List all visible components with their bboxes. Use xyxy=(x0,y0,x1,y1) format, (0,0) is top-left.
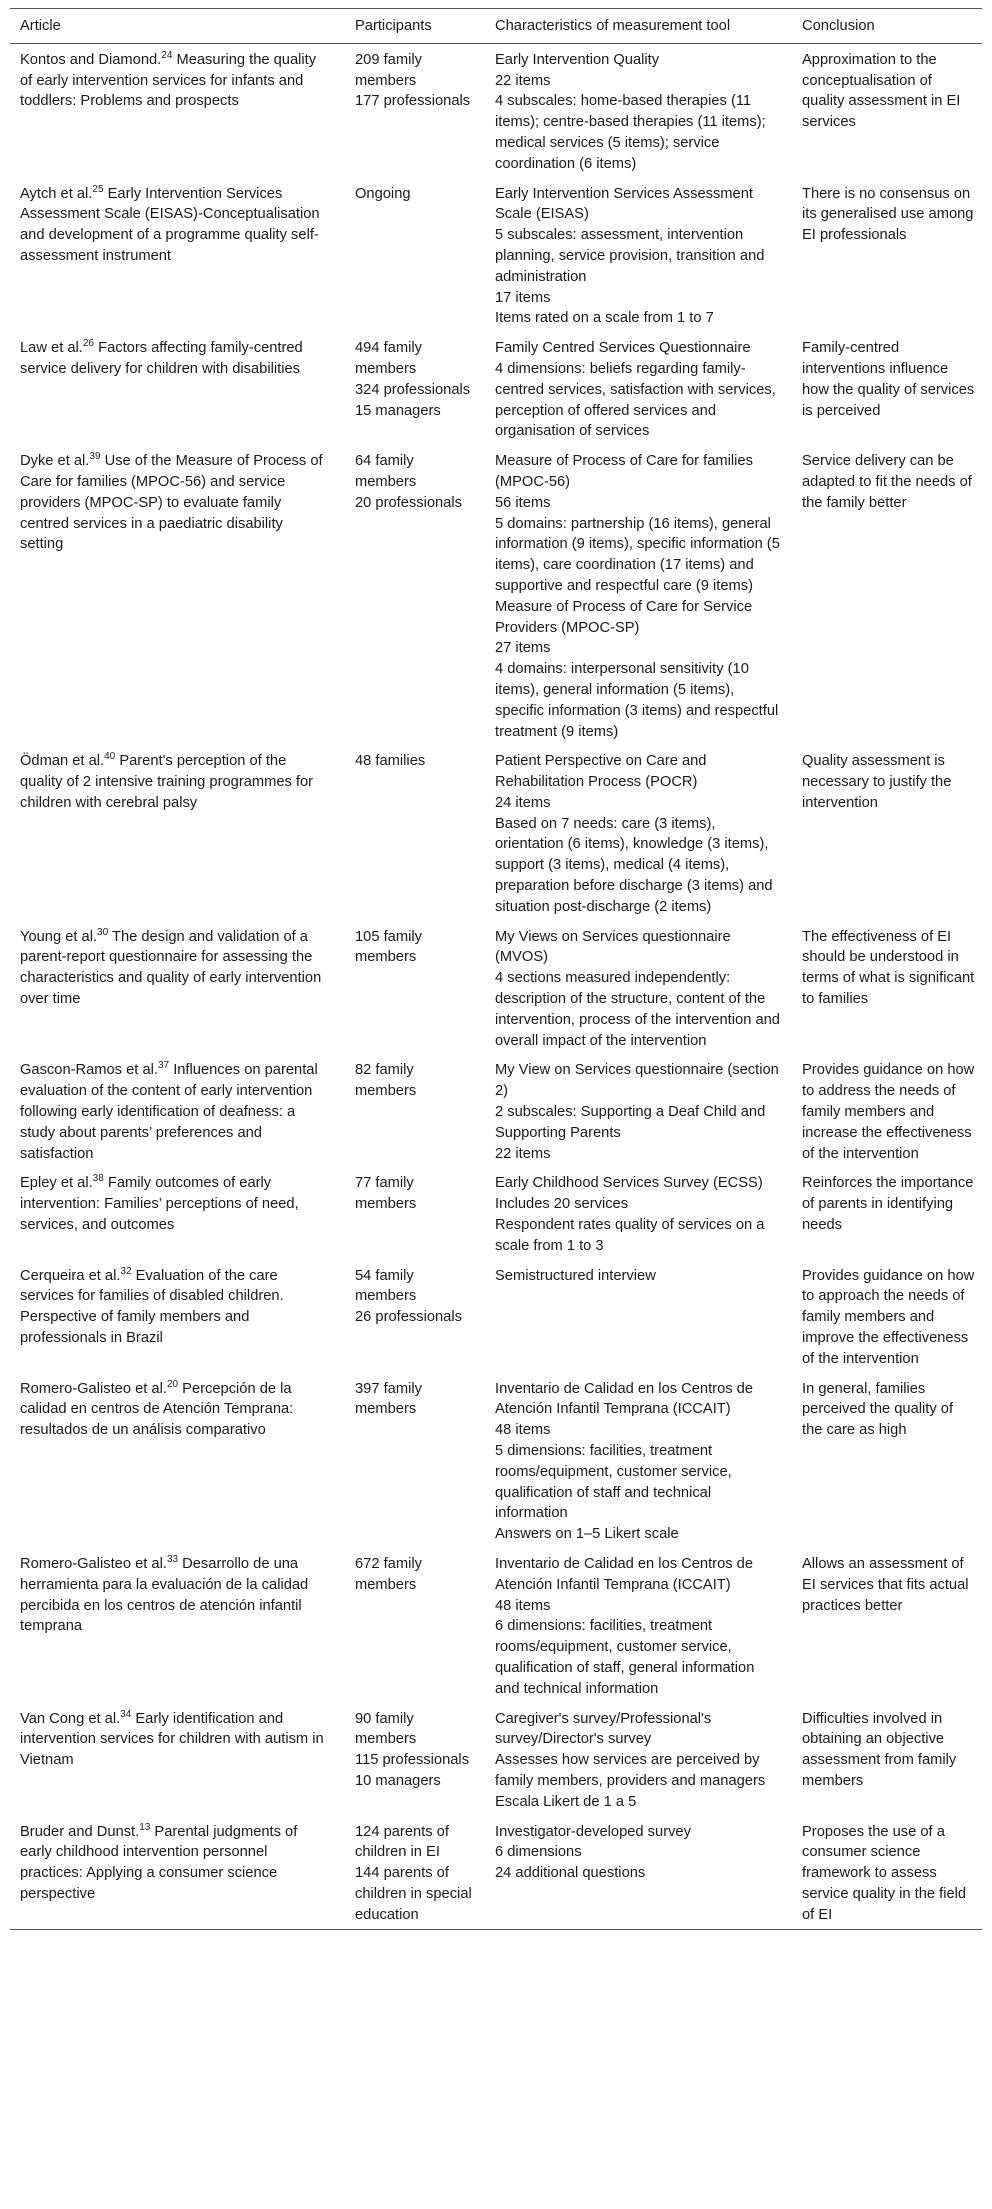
tool-line: 24 items xyxy=(495,794,551,811)
tool-cell xyxy=(485,1167,792,1259)
article-author: Gascon-Ramos et al. xyxy=(20,1062,158,1079)
participants-cell xyxy=(345,1054,485,1167)
tool-line: Includes 20 services xyxy=(495,1196,629,1213)
tool-line: Early Intervention Quality xyxy=(495,51,660,68)
participants-line: 26 professionals xyxy=(355,1309,462,1326)
tool-line: 27 items xyxy=(495,640,551,657)
table-row xyxy=(10,332,982,445)
tool-cell xyxy=(485,1548,792,1703)
participants-cell xyxy=(345,332,485,445)
tool-cell xyxy=(485,1816,792,1929)
article-author: Bruder and Dunst. xyxy=(20,1823,140,1840)
conclusion-text: Proposes the use of a consumer science framework to assess service quality in the field of EI xyxy=(802,1823,967,1923)
tool-line: 17 items xyxy=(495,289,551,306)
conclusion-text: Difficulties involved in obtaining an objective assessment from family members xyxy=(802,1710,957,1789)
article-reference: 32 xyxy=(120,1265,132,1277)
article-author: Van Cong et al. xyxy=(20,1710,121,1727)
tool-line: 48 items xyxy=(495,1597,551,1614)
article-title: Influences on parental evaluation of the content of early intervention following early identification of deafness: a study about parents’ preferences and satisfaction xyxy=(20,1062,318,1162)
article-title: Parent's perception of the quality of 2 intensive training programmes for children with cerebral palsy xyxy=(20,753,314,811)
article-cell xyxy=(10,745,345,920)
tool-cell xyxy=(485,445,792,745)
tool-line: Inventario de Calidad en los Centros de Atención Infantil Temprana (ICCAIT) xyxy=(495,1555,754,1593)
participants-cell xyxy=(345,921,485,1055)
participants-line: 105 family members xyxy=(355,928,422,966)
conclusion-text: Reinforces the importance of parents in identifying needs xyxy=(802,1175,974,1234)
article-author: Romero-Galisteo et al. xyxy=(20,1380,167,1397)
participants-line: 672 family members xyxy=(355,1555,422,1593)
article-cell xyxy=(10,1260,345,1373)
participants-line: 144 parents of children in special education xyxy=(355,1865,472,1923)
tool-line: 6 dimensions xyxy=(495,1844,582,1861)
conclusion-text: Provides guidance on how to approach the needs of family members and improve the effectiveness of the intervention xyxy=(802,1267,975,1367)
article-cell xyxy=(10,1548,345,1703)
tool-line: 5 dimensions: facilities, treatment rooms/equipment, customer service, qualification of staff and technical information xyxy=(495,1443,732,1522)
article-author: Young et al. xyxy=(20,928,98,945)
article-author: Romero-Galisteo et al. xyxy=(20,1555,167,1572)
tool-line: My View on Services questionnaire (section 2) xyxy=(495,1062,779,1100)
tool-cell xyxy=(485,1373,792,1548)
table-header-row xyxy=(10,9,982,44)
article-reference: 20 xyxy=(166,1378,179,1390)
article-author: Cerqueira et al. xyxy=(20,1267,121,1284)
tool-line: 22 items xyxy=(495,72,551,89)
table-body xyxy=(10,43,982,1929)
conclusion-cell xyxy=(792,1373,982,1548)
participants-line: 397 family members xyxy=(355,1380,422,1418)
article-title: Parental judgments of early childhood intervention personnel practices: Applying a consumer science perspective xyxy=(20,1823,298,1902)
participants-cell xyxy=(345,1167,485,1259)
tool-line: Inventario de Calidad en los Centros de Atención Infantil Temprana (ICCAIT) xyxy=(495,1380,754,1418)
tool-line: Escala Likert de 1 a 5 xyxy=(495,1793,637,1810)
tool-cell xyxy=(485,745,792,920)
table-row xyxy=(10,1548,982,1703)
tool-line: Measure of Process of Care for Service Providers (MPOC-SP) xyxy=(495,598,753,636)
tool-line: Based on 7 needs: care (3 items), orientation (6 items), knowledge (3 items), support (3 items), medical (4 items), preparation before discharge (3 items) and situation post-discharge (2 items) xyxy=(495,815,773,915)
tool-line: Assesses how services are perceived by family members, providers and managers xyxy=(495,1752,766,1789)
participants-line: 115 professionals xyxy=(355,1752,470,1769)
participants-cell xyxy=(345,1703,485,1816)
participants-line: 177 professionals xyxy=(355,93,471,110)
tool-cell xyxy=(485,43,792,177)
article-reference: 25 xyxy=(92,183,104,195)
participants-line: 494 family members xyxy=(355,340,422,377)
participants-line: 15 managers xyxy=(355,402,441,419)
conclusion-cell xyxy=(792,1548,982,1703)
tool-line: Early Childhood Services Survey (ECSS) xyxy=(495,1175,763,1192)
participants-line: 324 professionals xyxy=(355,381,471,398)
article-author: Kontos and Diamond. xyxy=(20,51,162,68)
conclusion-cell xyxy=(792,1054,982,1167)
tool-line: 4 sections measured independently: description of the structure, content of the intervention, process of the intervention and overall impact of the intervention xyxy=(495,970,780,1049)
conclusion-text: Provides guidance on how to address the needs of family members and increase the effectiveness of the intervention xyxy=(802,1062,975,1162)
article-title: Early identification and intervention services for children with autism in Vietnam xyxy=(20,1710,324,1769)
conclusion-text: There is no consensus on its generalised use among EI professionals xyxy=(802,185,974,244)
conclusion-text: Allows an assessment of EI services that fits actual practices better xyxy=(802,1555,969,1614)
table-row xyxy=(10,1373,982,1548)
participants-line: 10 managers xyxy=(355,1772,441,1789)
table-row xyxy=(10,178,982,333)
article-author: Ödman et al. xyxy=(20,753,105,770)
header-conclusion: Conclusion xyxy=(802,18,875,34)
article-title: Early Intervention Services Assessment Scale (EISAS)-Conceptualisation and development of a programme quality self-assessment instrument xyxy=(20,185,320,264)
article-cell xyxy=(10,445,345,745)
article-reference: 13 xyxy=(139,1821,151,1833)
article-reference: 40 xyxy=(104,751,116,763)
tool-line: Patient Perspective on Care and Rehabilitation Process (POCR) xyxy=(495,753,707,791)
article-cell xyxy=(10,43,345,177)
tool-line: Measure of Process of Care for families (MPOC-56) xyxy=(495,453,753,490)
tool-line: 48 items xyxy=(495,1422,551,1439)
participants-line: 54 family members xyxy=(355,1267,417,1305)
article-reference: 38 xyxy=(92,1173,104,1185)
conclusion-cell xyxy=(792,445,982,745)
header-characteristics: Characteristics of measurement tool xyxy=(495,18,731,34)
table-row xyxy=(10,1703,982,1816)
article-title: Desarrollo de una herramienta para la evaluación de la calidad percibida en los centros de atención infantil temprana xyxy=(20,1555,309,1635)
participants-cell xyxy=(345,178,485,333)
conclusion-cell xyxy=(792,1816,982,1929)
participants-cell xyxy=(345,43,485,177)
participants-line: 48 families xyxy=(355,753,426,770)
tool-cell xyxy=(485,1054,792,1167)
tool-line: Answers on 1–5 Likert scale xyxy=(495,1526,679,1543)
article-cell xyxy=(10,178,345,333)
tool-line: Early Intervention Services Assessment Scale (EISAS) xyxy=(495,185,753,223)
header-article: Article xyxy=(20,18,61,34)
tool-cell xyxy=(485,921,792,1055)
table-row xyxy=(10,43,982,177)
article-author: Epley et al. xyxy=(20,1175,93,1192)
article-title: Percepción de la calidad en centros de Atención Temprana: resultados de un análisis comparativo xyxy=(20,1380,294,1439)
tool-line: 56 items xyxy=(495,494,551,511)
tool-cell xyxy=(485,178,792,333)
tool-line: Respondent rates quality of services on a scale from 1 to 3 xyxy=(495,1217,765,1254)
article-reference: 24 xyxy=(161,49,173,61)
participants-cell xyxy=(345,445,485,745)
conclusion-cell xyxy=(792,1703,982,1816)
table-row xyxy=(10,1260,982,1373)
conclusion-text: Quality assessment is necessary to justify the intervention xyxy=(802,753,952,811)
tool-cell xyxy=(485,1703,792,1816)
participants-cell xyxy=(345,1548,485,1703)
tool-line: 4 subscales: home-based therapies (11 items); centre-based therapies (11 items); medical services (5 items); service coordination (6 items) xyxy=(495,93,766,172)
table-row xyxy=(10,1054,982,1167)
table-row xyxy=(10,1816,982,1929)
tool-line: 4 domains: interpersonal sensitivity (10 items), general information (5 items), specific information (3 items) and respectful treatment (9 items) xyxy=(495,661,779,740)
article-title: Factors affecting family-centred service delivery for children with disabilities xyxy=(20,340,303,377)
participants-line: 82 family members xyxy=(355,1062,417,1100)
article-author: Dyke et al. xyxy=(20,453,90,470)
tool-line: Family Centred Services Questionnaire xyxy=(495,340,751,357)
tool-line: 4 dimensions: beliefs regarding family-centred services, satisfaction with services, perception of offered services and organisation of services xyxy=(495,360,776,440)
conclusion-cell xyxy=(792,332,982,445)
tool-line: Investigator-developed survey xyxy=(495,1823,691,1840)
tool-line: Items rated on a scale from 1 to 7 xyxy=(495,310,714,327)
article-reference: 39 xyxy=(89,451,101,463)
participants-line: 77 family members xyxy=(355,1175,417,1213)
article-cell xyxy=(10,1816,345,1929)
conclusion-text: Approximation to the conceptualisation of quality assessment in EI services xyxy=(802,51,961,131)
article-author: Law et al. xyxy=(20,340,83,357)
table-row xyxy=(10,445,982,745)
tool-line: Caregiver's survey/Professional's survey/Director's survey xyxy=(495,1710,712,1748)
conclusion-text: Service delivery can be adapted to fit the needs of the family better xyxy=(802,453,972,511)
tool-line: 5 subscales: assessment, intervention planning, service provision, transition and administration xyxy=(495,227,765,285)
studies-table xyxy=(10,8,982,1930)
participants-cell xyxy=(345,1373,485,1548)
tool-cell xyxy=(485,332,792,445)
conclusion-cell xyxy=(792,43,982,177)
article-author: Aytch et al. xyxy=(20,185,93,202)
article-cell xyxy=(10,1054,345,1167)
table-row xyxy=(10,745,982,920)
tool-line: 6 dimensions: facilities, treatment rooms/equipment, customer service, qualification of staff, general information and technical information xyxy=(495,1618,755,1697)
conclusion-text: Family-centred interventions influence how the quality of services is perceived xyxy=(802,340,975,419)
conclusion-text: In general, families perceived the quality of the care as high xyxy=(802,1380,954,1439)
tool-line: Semistructured interview xyxy=(495,1267,656,1284)
article-title: The design and validation of a parent-report questionnaire for assessing the characteristics and quality of early intervention over time xyxy=(20,928,322,1008)
participants-line: Ongoing xyxy=(355,185,411,202)
tool-line: 24 additional questions xyxy=(495,1865,646,1882)
conclusion-text: The effectiveness of EI should be understood in terms of what is significant to families xyxy=(802,928,975,1008)
participants-line: 64 family members xyxy=(355,453,417,490)
participants-line: 209 family members xyxy=(355,51,422,89)
article-cell xyxy=(10,1373,345,1548)
article-reference: 37 xyxy=(157,1060,170,1072)
article-cell xyxy=(10,1703,345,1816)
table-row xyxy=(10,921,982,1055)
article-reference: 33 xyxy=(166,1553,179,1565)
conclusion-cell xyxy=(792,1167,982,1259)
tool-line: My Views on Services questionnaire (MVOS) xyxy=(495,928,731,966)
article-reference: 34 xyxy=(120,1708,132,1720)
tool-line: 22 items xyxy=(495,1145,551,1162)
conclusion-cell xyxy=(792,745,982,920)
article-cell xyxy=(10,1167,345,1259)
tool-line: 2 subscales: Supporting a Deaf Child and Supporting Parents xyxy=(495,1104,766,1141)
tool-cell xyxy=(485,1260,792,1373)
article-cell xyxy=(10,332,345,445)
article-title: Use of the Measure of Process of Care for families (MPOC-56) and service providers (MPOC-SP) to evaluate family centred services in a paediatric disability setting xyxy=(20,453,323,553)
article-reference: 26 xyxy=(82,338,94,350)
participants-cell xyxy=(345,745,485,920)
participants-cell xyxy=(345,1260,485,1373)
participants-line: 90 family members xyxy=(355,1710,417,1748)
conclusion-cell xyxy=(792,1260,982,1373)
participants-cell xyxy=(345,1816,485,1929)
conclusion-cell xyxy=(792,178,982,333)
participants-line: 20 professionals xyxy=(355,494,462,511)
article-title: Evaluation of the care services for families of disabled children. Perspective of family members and professionals in Brazil xyxy=(20,1267,284,1347)
article-reference: 30 xyxy=(97,926,109,938)
participants-line: 124 parents of children in EI xyxy=(355,1823,449,1861)
tool-line: 5 domains: partnership (16 items), general information (9 items), specific information (5 items), care coordination (17 items) and supportive and respectful care (9 items) xyxy=(495,515,780,594)
article-title: Family outcomes of early intervention: Families’ perceptions of need, services, and outcomes xyxy=(20,1175,299,1234)
article-title: Measuring the quality of early intervention services for infants and toddlers: Problems and prospects xyxy=(20,51,317,110)
table-row xyxy=(10,1167,982,1259)
header-participants: Participants xyxy=(355,18,432,34)
article-cell xyxy=(10,921,345,1055)
conclusion-cell xyxy=(792,921,982,1055)
